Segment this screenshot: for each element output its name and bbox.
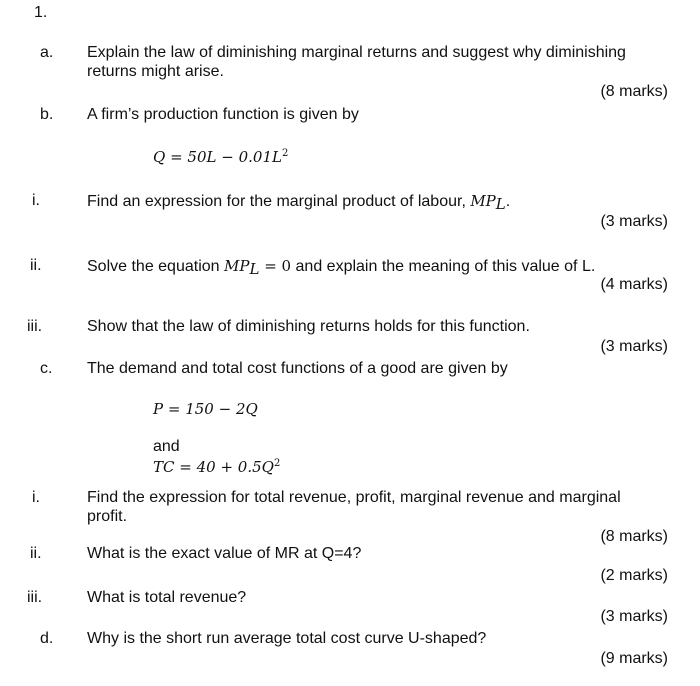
part-c-i-label: i. — [32, 489, 40, 506]
part-b-iii-marks: (3 marks) — [600, 338, 668, 355]
part-a-marks: (8 marks) — [600, 83, 668, 100]
part-c-i-text-line1: Find the expression for total revenue, profit, marginal revenue and marginal — [87, 489, 621, 506]
part-b-label: b. — [40, 106, 54, 123]
production-eq-lhs: Q — [153, 148, 166, 166]
part-b-ii-text-pre: Solve the equation — [87, 258, 224, 275]
part-b-i-text-main: Find an expression for the marginal product of labour, — [87, 193, 471, 210]
part-c-label: c. — [40, 360, 53, 377]
part-c-i-marks: (8 marks) — [600, 528, 668, 545]
part-c-iii-marks: (3 marks) — [600, 608, 668, 625]
part-c-ii-label: ii. — [30, 545, 42, 562]
part-b-text: A firm’s production function is given by — [87, 106, 359, 123]
cost-eq-rhs: 40 + 0.5Q — [196, 458, 274, 476]
part-b-iii-label: iii. — [27, 318, 43, 335]
part-b-ii-label: ii. — [30, 257, 42, 274]
part-c-ii-text: What is the exact value of MR at Q=4? — [87, 545, 362, 562]
production-eq-exponent: 2 — [281, 148, 289, 159]
part-d-text: Why is the short run average total cost curve U-shaped? — [87, 630, 487, 647]
part-b-ii-subscript: L — [249, 260, 260, 278]
part-b-ii-equals-zero: = 0 — [259, 257, 292, 275]
part-d-marks: (9 marks) — [600, 650, 668, 667]
demand-eq-rhs: 150 − 2Q — [185, 400, 258, 418]
part-b-ii-text — [87, 256, 595, 277]
part-a-text-line2: returns might arise. — [87, 63, 224, 80]
demand-function-equation — [153, 399, 258, 419]
cost-function-equation — [153, 457, 280, 477]
production-eq-term2: 0.01L — [238, 148, 282, 166]
part-b-ii-symbol: MP — [224, 257, 250, 275]
cost-eq-equals: = — [174, 458, 197, 476]
and-connector: and — [153, 438, 180, 455]
part-a-text-line1: Explain the law of diminishing marginal returns and suggest why diminishing — [87, 44, 626, 61]
cost-eq-exponent: 2 — [273, 458, 281, 469]
production-function-equation — [153, 147, 288, 167]
part-b-i-period: . — [505, 193, 511, 210]
part-c-iii-label: iii. — [27, 589, 43, 606]
part-c-iii-text: What is total revenue? — [87, 589, 247, 606]
production-eq-equals: = — [165, 148, 188, 166]
demand-eq-lhs: P — [153, 400, 164, 418]
demand-eq-equals: = — [163, 400, 186, 418]
production-eq-term1: 50L — [187, 148, 217, 166]
question-number: 1. — [34, 4, 48, 21]
part-b-ii-marks: (4 marks) — [600, 276, 668, 293]
part-b-i-text — [87, 191, 510, 212]
part-b-ii-text-post: and explain the meaning of this value of L. — [291, 258, 596, 275]
production-eq-minus: − — [216, 148, 239, 166]
part-b-i-label: i. — [32, 192, 40, 209]
part-a-label: a. — [40, 44, 54, 61]
part-c-i-text-line2: profit. — [87, 508, 128, 525]
cost-eq-lhs: TC — [153, 458, 175, 476]
part-b-i-subscript: L — [495, 195, 506, 213]
part-c-text: The demand and total cost functions of a good are given by — [87, 360, 508, 377]
part-b-iii-text: Show that the law of diminishing returns holds for this function. — [87, 318, 530, 335]
part-d-label: d. — [40, 630, 54, 647]
part-b-i-symbol: MP — [470, 192, 496, 210]
part-c-ii-marks: (2 marks) — [600, 567, 668, 584]
part-b-i-marks: (3 marks) — [600, 213, 668, 230]
